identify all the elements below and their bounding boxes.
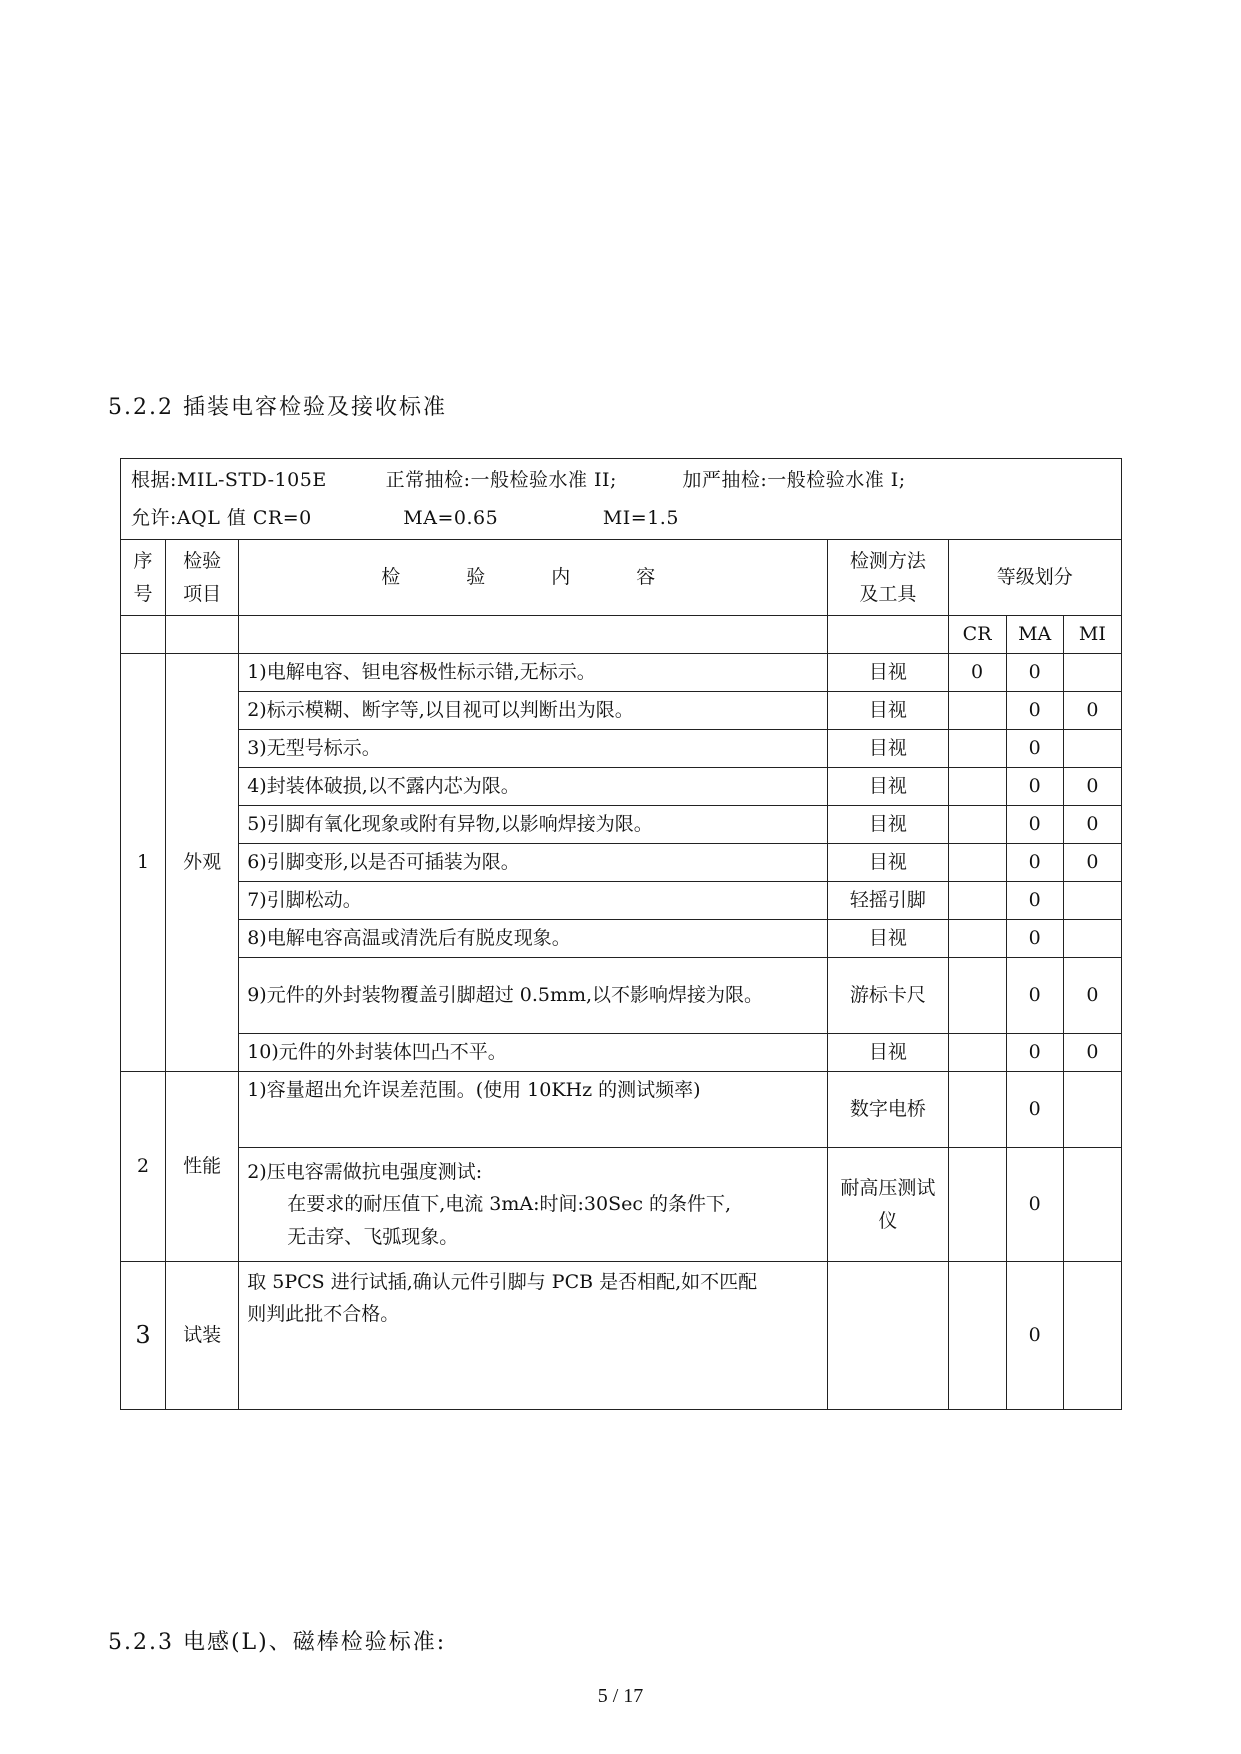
check-method: 目视	[828, 768, 948, 806]
check-content: 2)标示模糊、断字等,以目视可以判断出为限。	[239, 692, 828, 730]
table-row	[121, 1072, 1122, 1148]
check-method: 目视	[828, 920, 948, 958]
inspection-table	[120, 458, 1122, 1410]
table-row	[121, 882, 1122, 920]
grade-mi: 0	[1063, 958, 1121, 1034]
check-method	[828, 1262, 948, 1410]
item-header: 检验 项目	[166, 540, 239, 616]
group-seq: 1	[121, 654, 166, 1072]
group-item: 外观	[166, 654, 239, 1072]
ma-header: MA	[1006, 616, 1063, 654]
cr-header: CR	[948, 616, 1006, 654]
grade-header: 等级划分	[948, 540, 1121, 616]
check-method: 目视	[828, 844, 948, 882]
check-content: 2)压电容需做抗电强度测试: 在要求的耐压值下,电流 3mA:时间:30Sec 的条件下, 无击穿、飞弧现象。	[239, 1148, 828, 1262]
grade-ma: 0	[1006, 806, 1063, 844]
grade-mi: 0	[1063, 844, 1121, 882]
grade-cr	[948, 920, 1006, 958]
grade-mi	[1063, 1148, 1121, 1262]
basis-row	[121, 459, 1122, 540]
check-content: 10)元件的外封装体凹凸不平。	[239, 1034, 828, 1072]
check-method: 耐高压测试仪	[828, 1148, 948, 1262]
grade-ma: 0	[1006, 1034, 1063, 1072]
group-seq: 3	[121, 1262, 166, 1410]
grade-mi: 0	[1063, 1034, 1121, 1072]
check-method: 数字电桥	[828, 1072, 948, 1148]
grade-cr	[948, 882, 1006, 920]
check-content: 3)无型号标示。	[239, 730, 828, 768]
grade-cr	[948, 730, 1006, 768]
grade-mi: 0	[1063, 692, 1121, 730]
group-item: 试装	[166, 1262, 239, 1410]
check-content: 7)引脚松动。	[239, 882, 828, 920]
grade-mi: 0	[1063, 768, 1121, 806]
check-method: 目视	[828, 730, 948, 768]
check-content: 9)元件的外封装物覆盖引脚超过 0.5mm,以不影响焊接为限。	[239, 958, 828, 1034]
grade-cr	[948, 768, 1006, 806]
table-row	[121, 958, 1122, 1034]
grade-mi: 0	[1063, 806, 1121, 844]
header-row	[121, 540, 1122, 616]
page-number: 5 / 17	[597, 1685, 644, 1707]
check-method: 目视	[828, 1034, 948, 1072]
next-section-heading: 5.2.3 电感(L)、磁棒检验标准:	[108, 1630, 447, 1655]
grade-cr	[948, 1262, 1006, 1410]
group-seq: 2	[121, 1072, 166, 1262]
grade-ma: 0	[1006, 1072, 1063, 1148]
grade-ma: 0	[1006, 920, 1063, 958]
table-row	[121, 768, 1122, 806]
sampling-basis: 根据:MIL-STD-105E 正常抽检:一般检验水准 II; 加严抽检:一般检验水准 I;	[131, 469, 906, 491]
table-row	[121, 730, 1122, 768]
grade-mi	[1063, 730, 1121, 768]
table-row	[121, 1262, 1122, 1410]
table-row	[121, 806, 1122, 844]
grade-cr	[948, 958, 1006, 1034]
check-method: 目视	[828, 692, 948, 730]
table-row	[121, 654, 1122, 692]
grade-ma: 0	[1006, 882, 1063, 920]
check-content: 4)封装体破损,以不露内芯为限。	[239, 768, 828, 806]
grade-cr	[948, 806, 1006, 844]
grade-ma: 0	[1006, 1148, 1063, 1262]
check-content: 取 5PCS 进行试插,确认元件引脚与 PCB 是否相配,如不匹配 则判此批不合格。	[239, 1262, 828, 1410]
grade-mi	[1063, 1072, 1121, 1148]
grade-mi	[1063, 654, 1121, 692]
grade-mi	[1063, 920, 1121, 958]
grade-ma: 0	[1006, 730, 1063, 768]
table-row	[121, 1034, 1122, 1072]
mi-header: MI	[1063, 616, 1121, 654]
check-content: 5)引脚有氧化现象或附有异物,以影响焊接为限。	[239, 806, 828, 844]
table-row	[121, 844, 1122, 882]
check-content: 1)容量超出允许误差范围。(使用 10KHz 的测试频率)	[239, 1072, 828, 1148]
check-method: 目视	[828, 654, 948, 692]
check-method: 轻摇引脚	[828, 882, 948, 920]
content-header: 检 验 内 容	[239, 540, 828, 616]
section-heading: 5.2.2 插装电容检验及接收标准	[108, 395, 447, 420]
grade-ma: 0	[1006, 654, 1063, 692]
grade-ma: 0	[1006, 958, 1063, 1034]
check-content: 6)引脚变形,以是否可插装为限。	[239, 844, 828, 882]
grade-ma: 0	[1006, 1262, 1063, 1410]
group-item: 性能	[166, 1072, 239, 1262]
grade-ma: 0	[1006, 768, 1063, 806]
grade-ma: 0	[1006, 844, 1063, 882]
grade-mi	[1063, 1262, 1121, 1410]
grade-subheader-row	[121, 616, 1122, 654]
grade-mi	[1063, 882, 1121, 920]
check-method: 游标卡尺	[828, 958, 948, 1034]
grade-cr	[948, 692, 1006, 730]
check-method: 目视	[828, 806, 948, 844]
grade-cr	[948, 1072, 1006, 1148]
table-row	[121, 692, 1122, 730]
grade-cr	[948, 1148, 1006, 1262]
grade-cr	[948, 844, 1006, 882]
seq-header: 序 号	[121, 540, 166, 616]
method-header: 检测方法 及工具	[828, 540, 948, 616]
grade-cr	[948, 1034, 1006, 1072]
table-row	[121, 920, 1122, 958]
aql-values: 允许:AQL 值 CR=0 MA=0.65 MI=1.5	[131, 507, 679, 529]
table-row	[121, 1148, 1122, 1262]
check-content: 8)电解电容高温或清洗后有脱皮现象。	[239, 920, 828, 958]
grade-ma: 0	[1006, 692, 1063, 730]
check-content: 1)电解电容、钽电容极性标示错,无标示。	[239, 654, 828, 692]
grade-cr: 0	[948, 654, 1006, 692]
